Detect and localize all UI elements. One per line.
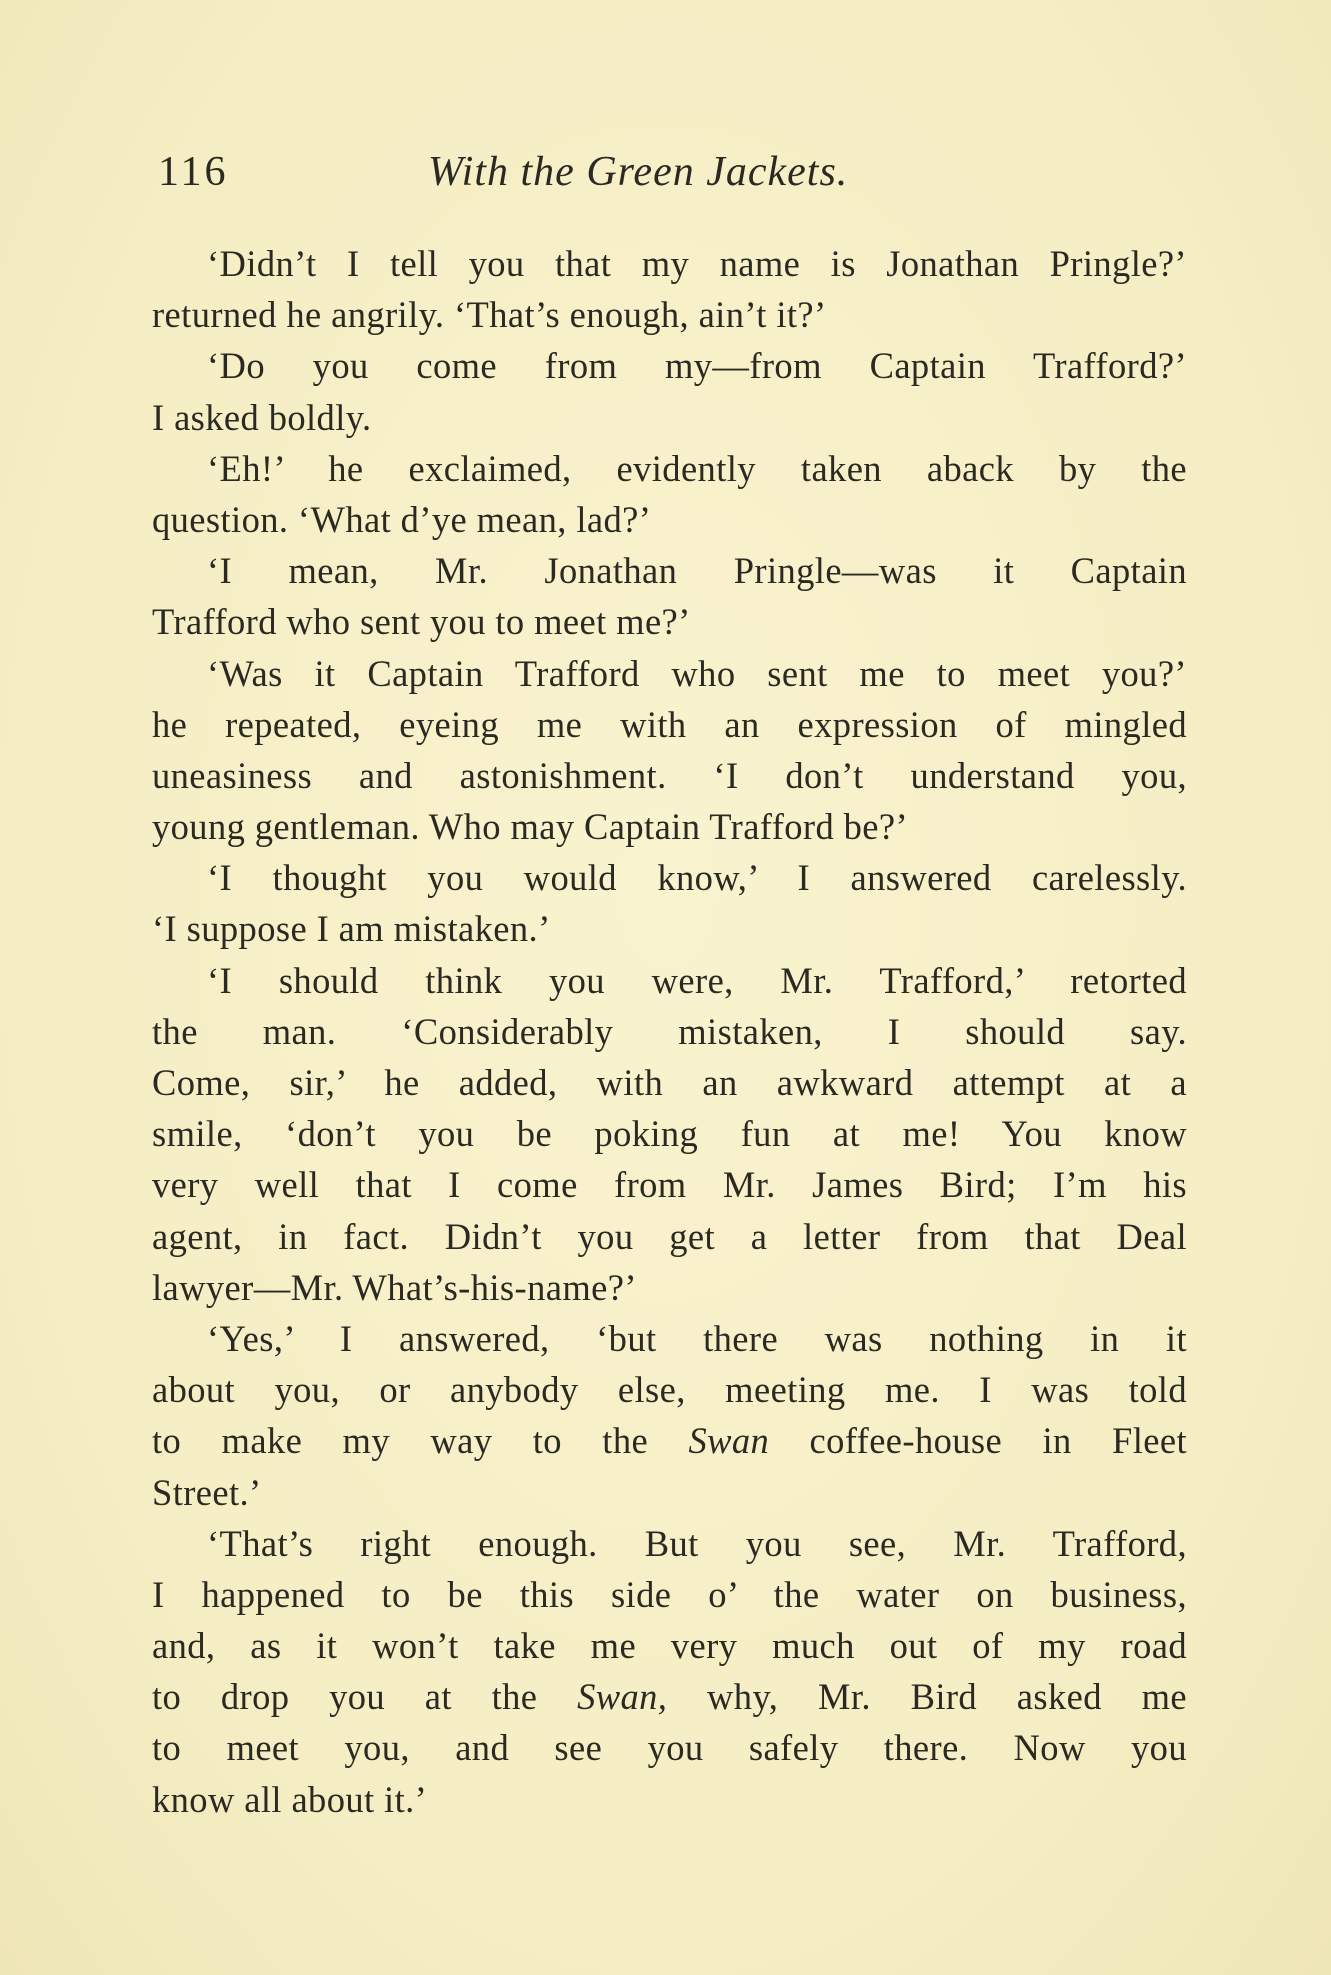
text-line: ‘Yes,’ I answered, ‘but there was nothing in it (207, 1317, 1187, 1359)
text-line: ‘I suppose I am mistaken.’ (152, 908, 551, 950)
text-line: young gentleman. Who may Captain Trafford be?’ (152, 806, 909, 848)
text-line: smile, ‘don’t you be poking fun at me! You know (152, 1113, 1187, 1155)
running-head: With the Green Jackets. (428, 149, 849, 195)
text-line: I happened to be this side o’ the water on business, (152, 1573, 1187, 1615)
text-line: ‘Was it Captain Trafford who sent me to meet you?’ (207, 652, 1187, 694)
page-header (158, 148, 1198, 208)
text-line: Trafford who sent you to meet me?’ (152, 601, 691, 643)
text-line: ‘Eh!’ he exclaimed, evidently taken aback by the (207, 447, 1187, 489)
italic-title: Swan, (577, 1676, 668, 1718)
text-line: ‘Do you come from my—from Captain Trafford?’ (207, 345, 1187, 387)
text-line: know all about it.’ (152, 1778, 428, 1820)
text-line: lawyer—Mr. What’s-his-name?’ (152, 1266, 637, 1308)
text-line: Street.’ (152, 1471, 262, 1513)
body-text (152, 238, 1187, 1825)
text-line: ‘I should think you were, Mr. Trafford,’ retorted (207, 959, 1187, 1001)
text-line: ‘I mean, Mr. Jonathan Pringle—was it Captain (207, 550, 1187, 592)
text-line: ‘I thought you would know,’ I answered carelessly. (207, 857, 1187, 899)
text-line: ‘That’s right enough. But you see, Mr. Trafford, (207, 1522, 1187, 1564)
text-line: agent, in fact. Didn’t you get a letter from that Deal (152, 1215, 1187, 1257)
text-segment: to drop you at the (152, 1676, 578, 1718)
text-line: question. ‘What d’ye mean, lad?’ (152, 498, 652, 540)
text-line: I asked boldly. (152, 396, 372, 438)
text-line: he repeated, eyeing me with an expression of mingled (152, 703, 1187, 745)
text-segment: coffee-house in Fleet (769, 1420, 1188, 1462)
text-line: to meet you, and see you safely there. Now you (152, 1727, 1187, 1769)
text-line: and, as it won’t take me very much out of my road (152, 1625, 1187, 1667)
text-segment: why, Mr. Bird asked me (667, 1676, 1187, 1718)
text-line: about you, or anybody else, meeting me. I was told (152, 1369, 1187, 1411)
text-line (152, 1671, 1187, 1722)
text-segment: to make my way to the (152, 1420, 689, 1462)
text-line: ‘Didn’t I tell you that my name is Jonathan Pringle?’ (207, 243, 1187, 284)
text-line: uneasiness and astonishment. ‘I don’t understand you, (152, 754, 1187, 796)
text-line (152, 1415, 1187, 1466)
italic-title: Swan (688, 1420, 770, 1462)
text-line: the man. ‘Considerably mistaken, I should say. (152, 1010, 1187, 1052)
text-line: returned he angrily. ‘That’s enough, ain’t it?’ (152, 294, 827, 336)
text-line: very well that I come from Mr. James Bird; I’m his (152, 1164, 1187, 1206)
page-number: 116 (158, 149, 229, 195)
text-line: Come, sir,’ he added, with an awkward attempt at a (152, 1062, 1187, 1103)
